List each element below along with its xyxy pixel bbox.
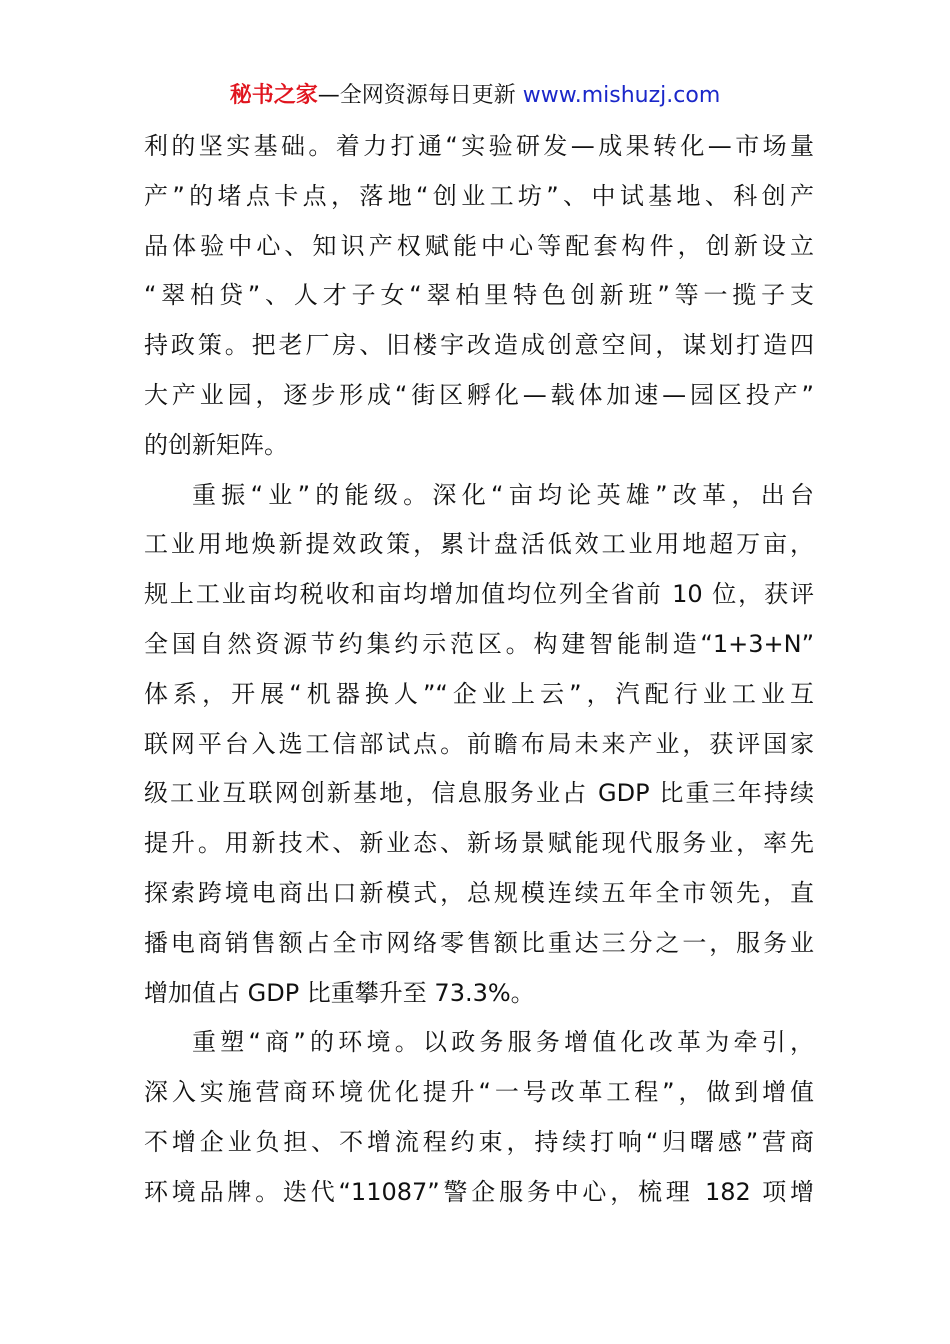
text-line: 体系，开展“机器换人”“企业上云”，汽配行业工业互 xyxy=(144,679,814,708)
text-line: 深入实施营商环境优化提升“一号改革工程”，做到增值 xyxy=(144,1078,814,1107)
text-line: “翠柏贷”、人才子女“翠柏里特色创新班”等一揽子支 xyxy=(144,281,814,310)
paragraph-first-line: 重振“业”的能级。深化“亩均论英雄”改革，出台 xyxy=(192,480,814,509)
paragraph-last-line: 的创新矩阵。 xyxy=(144,430,288,459)
text-line: 环境品牌。迭代“11087”警企服务中心，梳理 182 项增 xyxy=(144,1177,814,1206)
site-brand: 秘书之家 xyxy=(229,83,318,108)
text-line: 提升。用新技术、新业态、新场景赋能现代服务业，率先 xyxy=(144,829,814,858)
text-line: 联网平台入选工信部试点。前瞻布局未来产业，获评国家 xyxy=(144,729,814,758)
site-header xyxy=(0,80,950,112)
text-line: 级工业互联网创新基地，信息服务业占 GDP 比重三年持续 xyxy=(144,779,814,808)
text-line: 不增企业负担、不增流程约束，持续打响“归曙感”营商 xyxy=(144,1127,814,1156)
text-line: 探索跨境电商出口新模式，总规模连续五年全市领先，直 xyxy=(144,878,814,907)
text-line: 大产业园，逐步形成“街区孵化—载体加速—园区投产” xyxy=(144,380,814,409)
text-line: 品体验中心、知识产权赋能中心等配套构件，创新设立 xyxy=(144,231,814,260)
site-url-link[interactable]: www.mishuzj.com xyxy=(522,83,721,108)
paragraph-last-line: 增加值占 GDP 比重攀升至 73.3%。 xyxy=(144,978,535,1007)
text-line: 规上工业亩均税收和亩均增加值均位列全省前 10 位，获评 xyxy=(144,580,814,609)
text-line: 全国自然资源节约集约示范区。构建智能制造“1+3+N” xyxy=(144,629,814,658)
document-body xyxy=(144,122,814,1218)
text-line: 播电商销售额占全市网络零售额比重达三分之一，服务业 xyxy=(144,928,814,957)
text-line: 利的坚实基础。着力打通“实验研发—成果转化—市场量 xyxy=(144,132,814,160)
text-line: 工业用地焕新提效政策，累计盘活低效工业用地超万亩， xyxy=(144,530,814,559)
text-line: 持政策。把老厂房、旧楼宇改造成创意空间，谋划打造四 xyxy=(144,331,814,360)
text-line: 产”的堵点卡点，落地“创业工坊”、中试基地、科创产 xyxy=(144,181,814,210)
paragraph-first-line: 重塑“商”的环境。以政务服务增值化改革为牵引， xyxy=(192,1028,814,1057)
site-tagline: —全网资源每日更新 xyxy=(317,83,516,108)
